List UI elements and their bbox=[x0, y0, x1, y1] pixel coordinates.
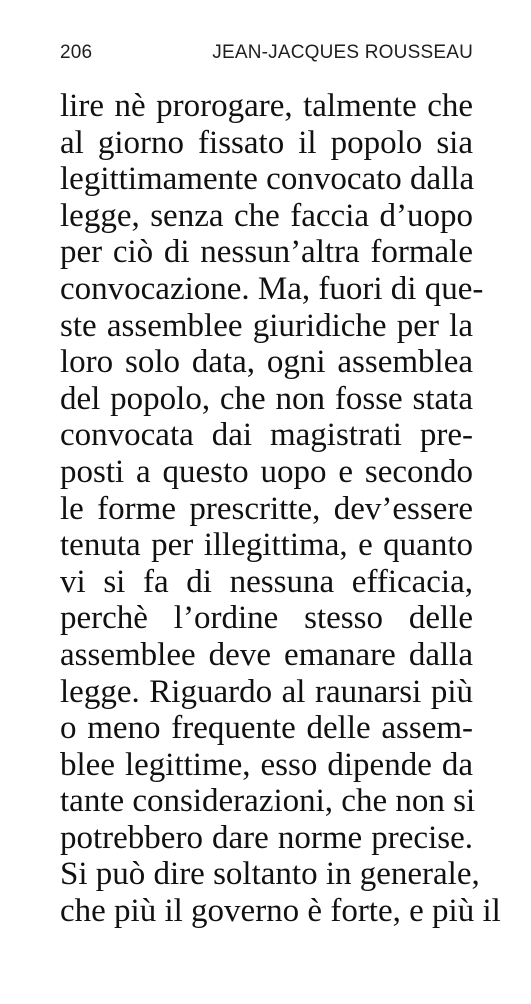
text-line: o meno frequente delle assem- bbox=[60, 710, 473, 747]
text-line: legge, senza che faccia d’uopo bbox=[60, 197, 473, 234]
text-line: legittimamente convocato dalla bbox=[60, 161, 475, 198]
text-line: assemblee deve emanare dalla bbox=[60, 636, 473, 673]
text-line: del popolo, che non fosse stata bbox=[60, 380, 473, 417]
text-line: Si può dire soltanto in generale, bbox=[60, 856, 480, 893]
running-title: JEAN-JACQUES ROUSSEAU bbox=[212, 42, 473, 63]
text-line: lire nè prorogare, talmente che bbox=[60, 88, 473, 124]
text-line: legge. Riguardo al raunarsi più bbox=[60, 673, 473, 710]
text-line: loro solo data, ogni assemblea bbox=[60, 344, 473, 381]
text-line: le forme prescritte, dev’essere bbox=[60, 490, 473, 527]
page-number: 206 bbox=[60, 42, 93, 63]
text-line: che più il governo è forte, e più il bbox=[60, 893, 501, 930]
text-line: convocata dai magistrati pre- bbox=[60, 417, 473, 454]
text-line: posti a questo uopo e secondo bbox=[60, 453, 473, 490]
text-line: potrebbero dare norme precise. bbox=[60, 819, 473, 856]
body-text bbox=[60, 88, 501, 930]
text-line: perchè l’ordine stesso delle bbox=[60, 600, 473, 637]
text-line: ste assemblee giuridiche per la bbox=[60, 307, 473, 344]
text-line: al giorno fissato il popolo sia bbox=[60, 124, 473, 161]
text-line: per ciò di nessun’altra formale bbox=[60, 234, 473, 271]
text-line: tante considerazioni, che non si bbox=[60, 783, 476, 820]
text-line: vi si fa di nessuna efficacia, bbox=[60, 563, 473, 600]
text-line: convocazione. Ma, fuori di que- bbox=[60, 270, 484, 307]
text-line: blee legittime, esso dipende da bbox=[60, 746, 473, 783]
running-header bbox=[60, 40, 473, 66]
text-line: tenuta per illegittima, e quanto bbox=[60, 527, 473, 564]
